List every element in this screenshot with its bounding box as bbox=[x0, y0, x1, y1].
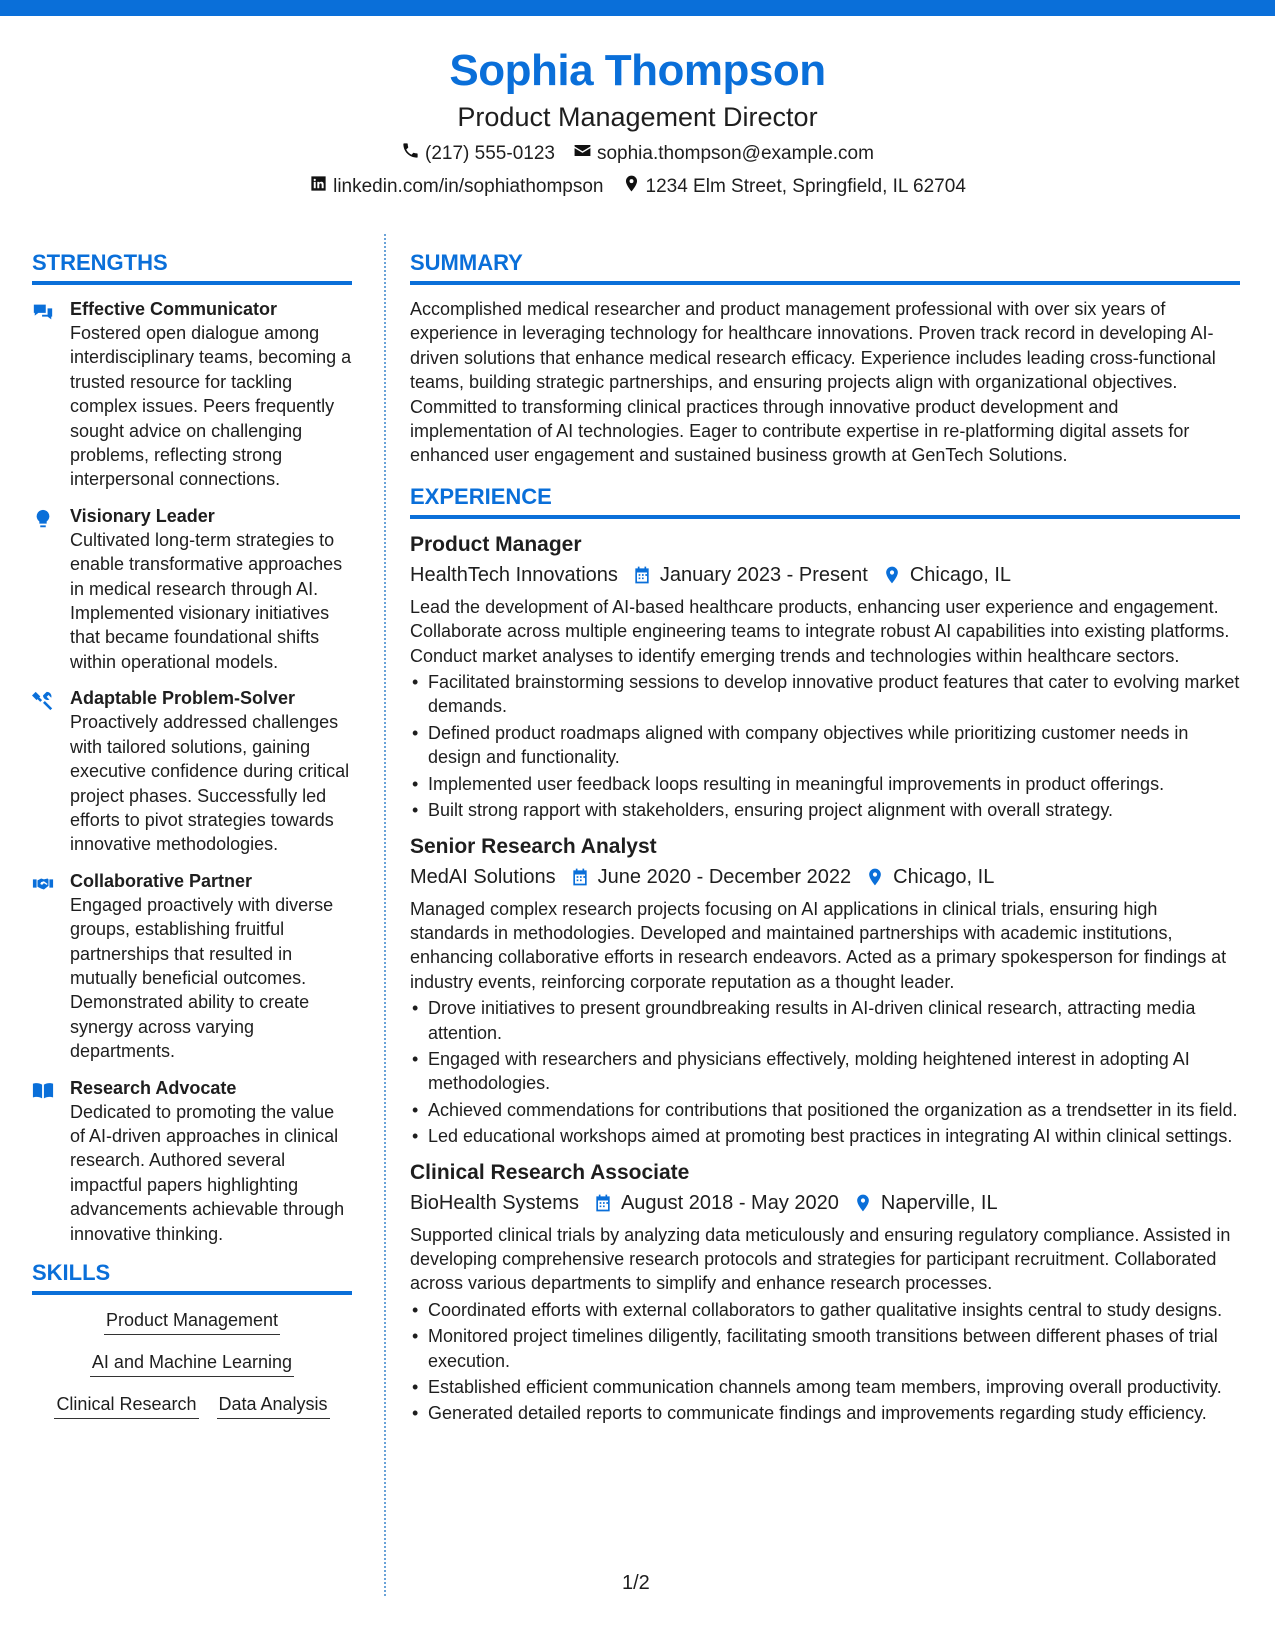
job-entry bbox=[410, 833, 1240, 1149]
job-bullet: • Generated detailed reports to communicate findings and improvements regarding study efficiency. bbox=[410, 1401, 1240, 1425]
job-location: Chicago, IL bbox=[909, 563, 1011, 586]
candidate-title: Product Management Director bbox=[457, 102, 818, 132]
strength-item bbox=[32, 504, 352, 674]
skills-heading: SKILLS bbox=[32, 1258, 352, 1295]
skills-list bbox=[32, 1307, 352, 1419]
job-bullet: • Monitored project timelines diligently, facilitating smooth transitions between different phases of trial execution. bbox=[410, 1324, 1240, 1373]
job-bullets bbox=[410, 670, 1240, 822]
job-company: BioHealth Systems bbox=[410, 1191, 579, 1214]
job-bullet: • Established efficient communication channels among team members, improving overall productivity. bbox=[410, 1375, 1240, 1399]
job-location: Naperville, IL bbox=[880, 1191, 998, 1214]
job-role: Senior Research Analyst bbox=[410, 834, 657, 858]
job-meta bbox=[410, 1189, 1240, 1217]
strength-description: Engaged proactively with diverse groups, establishing fruitful partnerships that resulted in mutually beneficial outcomes. Demonstrated ability to create synergy across varying departments. bbox=[70, 894, 334, 1062]
experience-list bbox=[410, 531, 1240, 1426]
job-entry bbox=[410, 1159, 1240, 1426]
job-bullet: • Implemented user feedback loops resulting in meaningful improvements in product offerings. bbox=[410, 772, 1240, 796]
email-text: sophia.thompson@example.com bbox=[596, 143, 874, 164]
strength-title: Collaborative Partner bbox=[70, 870, 253, 891]
strength-title: Research Advocate bbox=[70, 1077, 237, 1098]
job-location: Chicago, IL bbox=[893, 865, 995, 888]
job-role: Clinical Research Associate bbox=[410, 1160, 690, 1184]
strength-item bbox=[32, 869, 352, 1064]
book-icon bbox=[32, 1076, 70, 1246]
skill-tag: Data Analysis bbox=[217, 1391, 330, 1419]
job-description: Lead the development of AI-based healthcare products, enhancing user experience and engagement. Collaborate across multiple engineering teams to integrate robust AI capabilities into existing platforms. Conduct market analyses to identify emerging trends and technologies within healthcare sectors. bbox=[410, 596, 1230, 666]
job-bullet: • Led educational workshops aimed at promoting best practices in integrating AI within clinical settings. bbox=[410, 1124, 1240, 1148]
job-meta bbox=[410, 561, 1240, 589]
email-contact[interactable] bbox=[573, 141, 874, 167]
linkedin-icon bbox=[309, 174, 328, 200]
job-company: HealthTech Innovations bbox=[410, 563, 618, 586]
job-description: Managed complex research projects focusing on AI applications in clinical trials, ensuring high standards in methodologies. Developed and maintained partnerships with academic institutions, enhancing collaborative efforts in research endeavors. Acted as a primary spokesperson for findings at industry events, reinforcing corporate reputation as a thought leader. bbox=[410, 898, 1227, 992]
lightbulb-icon bbox=[32, 504, 70, 674]
phone-icon bbox=[401, 141, 420, 167]
strength-item bbox=[32, 686, 352, 856]
job-meta bbox=[410, 863, 1240, 891]
strength-title: Adaptable Problem-Solver bbox=[70, 688, 296, 709]
contact-row-1 bbox=[0, 141, 1275, 167]
strength-description: Fostered open dialogue among interdisciplinary teams, becoming a trusted resource for tackling complex issues. Peers frequently sought advice on challenging problems, reflecting strong interpersonal connections. bbox=[70, 323, 352, 490]
address-contact bbox=[622, 174, 966, 200]
page-number: 1/2 bbox=[622, 1572, 650, 1594]
envelope-icon bbox=[573, 141, 592, 167]
job-bullet: • Defined product roadmaps aligned with company objectives while prioritizing customer needs in design and functionality. bbox=[410, 721, 1240, 770]
map-pin-icon bbox=[853, 1193, 873, 1213]
job-entry bbox=[410, 531, 1240, 823]
left-column bbox=[32, 248, 352, 1433]
job-bullets bbox=[410, 996, 1240, 1148]
job-description: Supported clinical trials by analyzing data meticulously and ensuring regulatory compliance. Assisted in developing comprehensive research protocols and strategies for participant recruitment. Collaborated across various departments to simplify and enhance research processes. bbox=[410, 1224, 1231, 1294]
column-divider bbox=[384, 234, 386, 1596]
top-accent-bar bbox=[0, 0, 1275, 16]
contact-row-2 bbox=[0, 174, 1275, 200]
summary-text: Accomplished medical researcher and product management professional with over six years of experience in leveraging technology for healthcare innovations. Proven track record in developing AI-driven solutions that enhance medical research efficacy. Experience includes leading cross-functional teams, building strategic partnerships, and ensuring projects align with organizational objectives. Committed to transforming clinical practices through innovative product development and implementation of AI technologies. Eager to contribute expertise in re-platforming digital assets for enhanced user engagement and sustained business growth at GenTech Solutions. bbox=[410, 299, 1216, 466]
strength-description: Cultivated long-term strategies to enable transformative approaches in medical research through AI. Implemented visionary initiatives that became foundational shifts within operational models. bbox=[70, 529, 343, 672]
strength-title: Effective Communicator bbox=[70, 299, 278, 319]
calendar-icon bbox=[632, 565, 652, 585]
linkedin-text: linkedin.com/in/sophiathompson bbox=[333, 176, 604, 197]
job-bullet: • Facilitated brainstorming sessions to develop innovative product features that cater to evolving market demands. bbox=[410, 670, 1240, 719]
map-pin-icon bbox=[622, 174, 641, 200]
strengths-heading: STRENGTHS bbox=[32, 248, 352, 285]
job-bullets bbox=[410, 1298, 1240, 1426]
tools-icon bbox=[32, 686, 70, 856]
phone-contact[interactable] bbox=[401, 141, 555, 167]
strength-item bbox=[32, 297, 352, 492]
linkedin-contact[interactable] bbox=[309, 174, 603, 200]
strength-description: Proactively addressed challenges with tailored solutions, gaining executive confidence during critical project phases. Successfully led efforts to pivot strategies towards innovative methodologies. bbox=[70, 712, 350, 855]
resume-header bbox=[0, 42, 1275, 200]
strength-title: Visionary Leader bbox=[70, 505, 215, 526]
summary-heading: SUMMARY bbox=[410, 248, 1240, 285]
strength-description: Dedicated to promoting the value of AI-driven approaches in clinical research. Authored several impactful papers highlighting advancements achievable through innovative thinking. bbox=[70, 1101, 345, 1244]
job-role: Product Manager bbox=[410, 532, 582, 556]
skill-tag: Clinical Research bbox=[54, 1391, 198, 1419]
job-dates: January 2023 - Present bbox=[659, 563, 868, 586]
job-bullet: • Built strong rapport with stakeholders, ensuring project alignment with overall strategy. bbox=[410, 798, 1240, 822]
job-company: MedAI Solutions bbox=[410, 865, 556, 888]
handshake-icon bbox=[32, 869, 70, 1064]
job-bullet: • Engaged with researchers and physicians effectively, molding heightened interest in adopting AI methodologies. bbox=[410, 1047, 1240, 1096]
map-pin-icon bbox=[865, 867, 885, 887]
experience-heading: EXPERIENCE bbox=[410, 482, 1240, 519]
job-bullet: • Achieved commendations for contributions that positioned the organization as a trendsetter in its field. bbox=[410, 1098, 1240, 1122]
job-bullet: • Coordinated efforts with external collaborators to gather qualitative insights central to study designs. bbox=[410, 1298, 1240, 1322]
address-text: 1234 Elm Street, Springfield, IL 62704 bbox=[645, 176, 966, 197]
job-dates: June 2020 - December 2022 bbox=[597, 865, 852, 888]
right-column bbox=[410, 248, 1240, 1436]
phone-text: (217) 555-0123 bbox=[425, 143, 555, 164]
skill-tag: Product Management bbox=[104, 1307, 280, 1335]
calendar-icon bbox=[593, 1193, 613, 1213]
map-pin-icon bbox=[882, 565, 902, 585]
candidate-name: Sophia Thompson bbox=[449, 46, 826, 95]
job-bullet: • Drove initiatives to present groundbreaking results in AI-driven clinical research, attracting media attention. bbox=[410, 996, 1240, 1045]
calendar-icon bbox=[570, 867, 590, 887]
chat-bubbles-icon bbox=[32, 297, 70, 492]
strength-item bbox=[32, 1076, 352, 1246]
job-dates: August 2018 - May 2020 bbox=[620, 1191, 839, 1214]
skill-tag: AI and Machine Learning bbox=[90, 1349, 294, 1377]
